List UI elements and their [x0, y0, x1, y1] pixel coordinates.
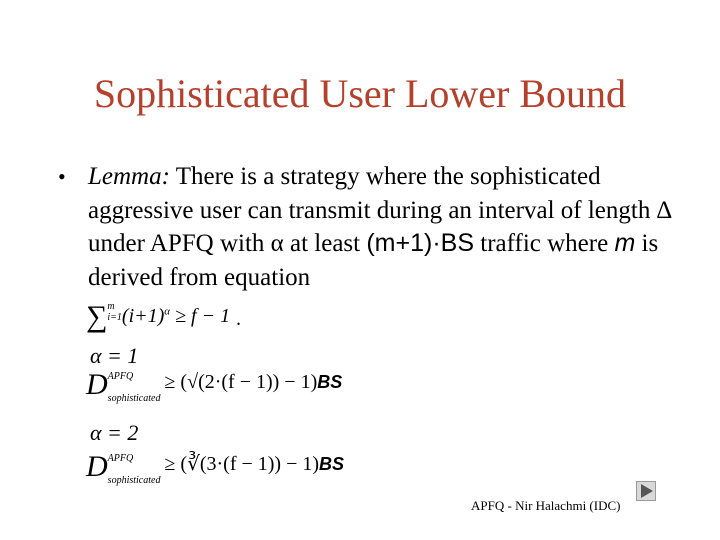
lemma-body-2: traffic where: [474, 230, 615, 257]
d-letter: D: [86, 368, 108, 401]
lemma-label: Lemma:: [88, 163, 170, 190]
bullet-marker: •: [58, 164, 66, 189]
d-scripts: APFQ sophisticated: [107, 370, 161, 404]
d-sophisticated-alpha1: [86, 368, 342, 404]
sum-period: .: [236, 308, 241, 330]
next-slide-button[interactable]: [636, 481, 656, 501]
lemma-text: [88, 160, 678, 294]
slide-title: Sophisticated User Lower Bound: [93, 71, 627, 116]
sum-exponent: α: [164, 305, 171, 318]
sigma-symbol: ∑: [86, 300, 108, 333]
sum-equation: [86, 300, 230, 334]
lemma-body-3: is derived from equation: [88, 230, 659, 291]
next-slide-icon: [637, 482, 655, 500]
d-letter: D: [86, 450, 108, 483]
d-sophisticated-alpha2: [86, 450, 344, 486]
sum-body: (i+1): [121, 305, 165, 327]
lemma-bullet: [58, 160, 678, 294]
d-scripts: APFQ sophisticated: [107, 452, 161, 486]
slide-footer: APFQ - Nir Halachmi (IDC): [471, 498, 621, 513]
lemma-body-1: There is a strategy where the sophisticated aggressive user can transmit during an interval of length ∆ under APFQ with α at least: [88, 163, 672, 257]
d1-rhs: ≥ (√(2·(f − 1)) − 1)BS: [164, 371, 343, 393]
alpha-equals-1: α = 1: [90, 343, 139, 368]
sum-rhs: ≥ f − 1: [170, 305, 231, 327]
d2-rhs: ≥ (∛(3·(f − 1)) − 1)BS: [164, 453, 345, 475]
alpha-equals-2: α = 2: [90, 420, 139, 445]
sum-limits: m i=1: [107, 301, 122, 323]
lemma-var-m: m: [614, 229, 636, 257]
lemma-expression: (m+1)·BS: [366, 229, 475, 257]
